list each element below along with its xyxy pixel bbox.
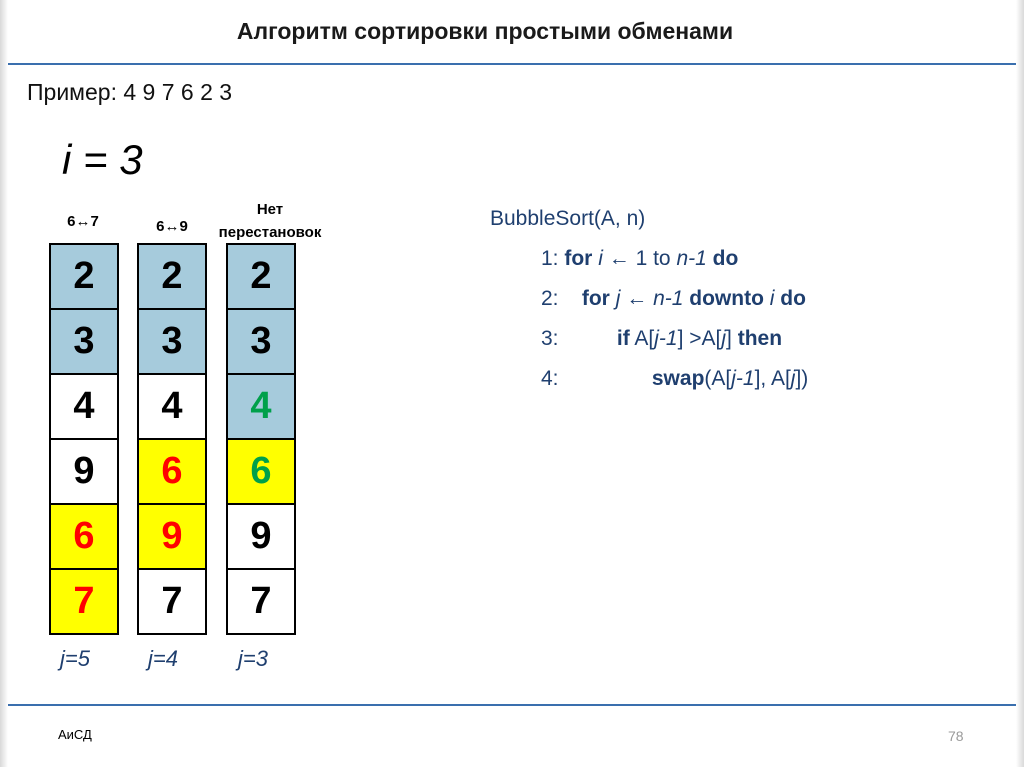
array-cell: 6 <box>228 440 294 505</box>
range-limit: n-1 <box>676 247 707 270</box>
array-column-2 <box>137 243 207 635</box>
array-cell: 3 <box>51 310 117 375</box>
array-cell: 4 <box>139 375 205 440</box>
variable: i <box>598 247 603 270</box>
pseudocode-line-1 <box>541 247 738 271</box>
array-column-3 <box>226 243 296 635</box>
array-cell: 7 <box>51 570 117 633</box>
slide-right-edge <box>1016 0 1024 767</box>
column-1-header: 6↔7 <box>67 213 99 230</box>
array-cell: 9 <box>228 505 294 570</box>
index-expr: j <box>721 327 727 350</box>
example-text: Пример: 4 9 7 6 2 3 <box>27 79 233 105</box>
array-cell: 2 <box>51 245 117 310</box>
array-cell: 6 <box>139 440 205 505</box>
swap-close: ]) <box>795 367 809 390</box>
line-number: 1: <box>541 247 559 270</box>
keyword-for: for <box>564 247 593 270</box>
keyword-swap: swap <box>651 367 705 390</box>
index-expr: j <box>790 367 796 390</box>
column-1-j-label: j=5 <box>60 646 90 671</box>
keyword-to: to <box>653 247 671 270</box>
index-expr: j-1 <box>731 367 755 390</box>
assign-arrow: ← <box>608 247 630 270</box>
compare-op: ] >A[ <box>677 327 722 350</box>
array-ref-close: ] <box>726 327 732 350</box>
array-cell: 9 <box>139 505 205 570</box>
pseudocode-line-3 <box>541 327 782 351</box>
index-expr: j-1 <box>654 327 678 350</box>
array-cell: 7 <box>139 570 205 633</box>
keyword-downto: downto <box>689 287 764 310</box>
pseudocode-line-2 <box>541 287 806 311</box>
column-2-j-label: j=4 <box>148 646 178 671</box>
iteration-label: i = 3 <box>62 136 143 183</box>
page-number: 78 <box>948 728 964 744</box>
array-cell: 6 <box>51 505 117 570</box>
title-divider <box>8 63 1016 65</box>
column-3-header <box>205 200 335 243</box>
assign-arrow: ← <box>626 287 648 310</box>
array-cell: 4 <box>228 375 294 440</box>
array-column-1 <box>49 243 119 635</box>
range-limit: i <box>769 287 775 310</box>
array-cell: 7 <box>228 570 294 633</box>
footer-course-label: АиСД <box>58 727 92 742</box>
line-number: 3: <box>541 327 559 350</box>
column-3-header-line1: Нет <box>256 201 284 218</box>
column-2-header: 6↔9 <box>156 218 188 235</box>
footer-divider <box>8 704 1016 706</box>
pseudocode-line-4 <box>541 367 808 391</box>
array-cell: 3 <box>139 310 205 375</box>
array-cell: 3 <box>228 310 294 375</box>
line-number: 2: <box>541 287 559 310</box>
keyword-do: do <box>780 287 806 310</box>
swap-mid: ], A[ <box>754 367 791 390</box>
array-cell: 4 <box>51 375 117 440</box>
swap-open: (A[ <box>704 367 732 390</box>
column-3-j-label: j=3 <box>238 646 268 671</box>
array-cell: 2 <box>139 245 205 310</box>
line-number: 4: <box>541 367 559 390</box>
array-cell: 2 <box>228 245 294 310</box>
slide-left-edge <box>0 0 8 767</box>
keyword-do: do <box>712 247 739 270</box>
column-3-header-line2: перестановок <box>218 224 322 241</box>
keyword-for: for <box>581 287 610 310</box>
keyword-if: if <box>616 327 630 350</box>
keyword-then: then <box>737 327 783 350</box>
array-cell: 9 <box>51 440 117 505</box>
array-ref-open: A[ <box>634 327 655 350</box>
pseudocode-header: BubbleSort(A, n) <box>490 207 646 230</box>
variable: j <box>615 287 621 310</box>
range-start: n-1 <box>653 287 684 310</box>
range-start: 1 <box>635 247 648 270</box>
slide-title: Алгоритм сортировки простыми обменами <box>236 18 734 44</box>
